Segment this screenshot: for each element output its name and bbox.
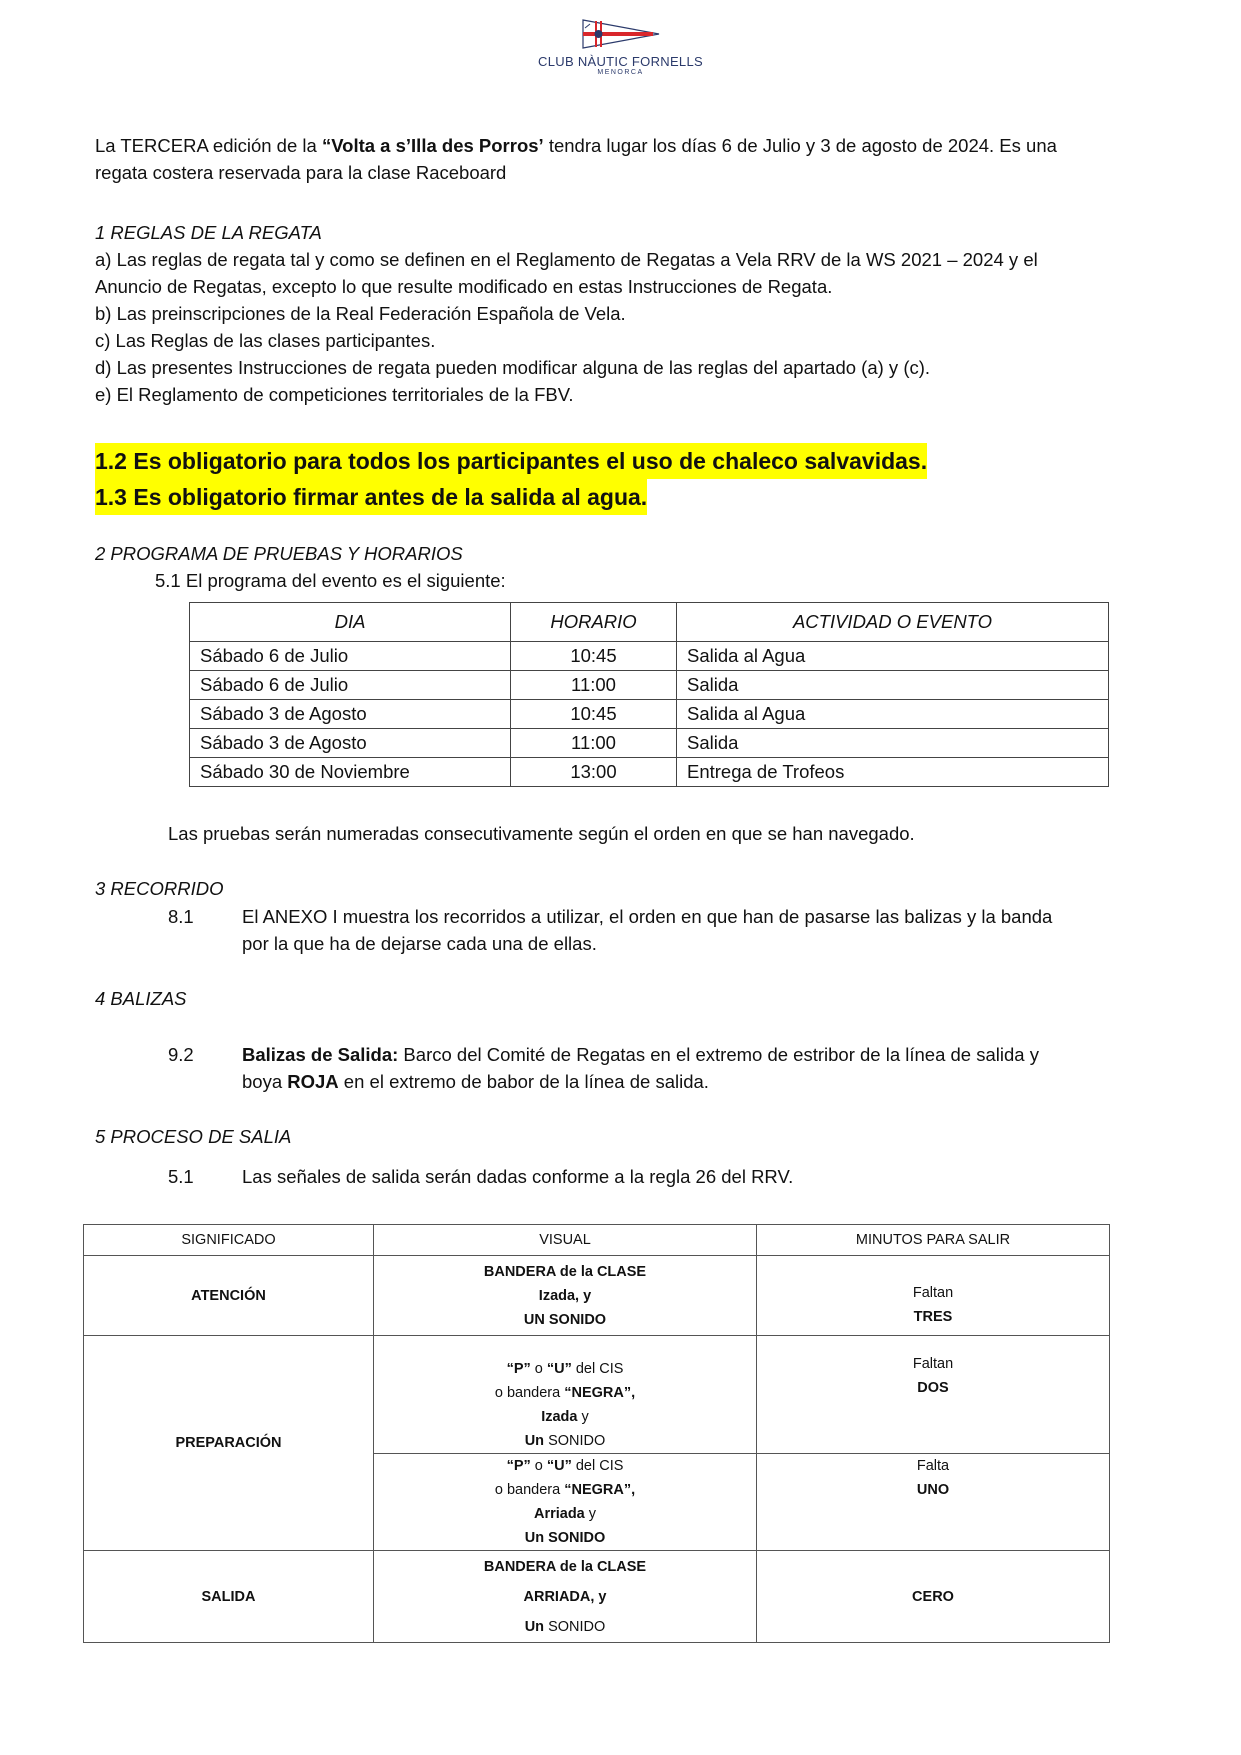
cell-actividad: Salida al Agua bbox=[677, 642, 1109, 671]
signal-label: PREPARACIÓN bbox=[175, 1435, 282, 1451]
col-minutos: MINUTOS PARA SALIR bbox=[757, 1225, 1110, 1256]
visual-cell bbox=[374, 1256, 757, 1336]
action: Arriada bbox=[533, 1506, 585, 1522]
minutes-value: TRES bbox=[913, 1308, 953, 1325]
highlighted-rules bbox=[95, 443, 927, 515]
cell-dia: Sábado 6 de Julio bbox=[190, 671, 511, 700]
flag-p: “P” bbox=[506, 1458, 531, 1474]
clause-number: 9.2 bbox=[168, 1044, 194, 1065]
event-name: “Volta a s’Illa des Porros’ bbox=[321, 135, 544, 156]
clause-number: 8.1 bbox=[168, 906, 194, 927]
program-table bbox=[189, 602, 1109, 787]
section3-title: 3 RECORRIDO bbox=[95, 878, 224, 899]
visual-line: UN SONIDO bbox=[523, 1311, 607, 1328]
text: o bbox=[530, 1458, 547, 1474]
rule-b: b) Las preinscripciones de la Real Federación Española de Vela. bbox=[95, 303, 626, 324]
intro-paragraph bbox=[95, 132, 1057, 186]
signal-label: ATENCIÓN bbox=[191, 1287, 266, 1304]
rule-a-line1: a) Las reglas de regata tal y como se definen en el Reglamento de Regatas a Vela RRV de la WS 2021 – 2024 y el bbox=[95, 249, 1038, 270]
table-header-row bbox=[190, 603, 1109, 642]
col-visual: VISUAL bbox=[374, 1225, 757, 1256]
cell-horario: 10:45 bbox=[511, 642, 677, 671]
minutes-value: DOS bbox=[917, 1380, 949, 1396]
rule-d: d) Las presentes Instrucciones de regata pueden modificar alguna de las reglas del apartado (a) y (c). bbox=[95, 357, 931, 378]
cell-horario: 11:00 bbox=[511, 671, 677, 700]
minutes-pre: Falta bbox=[916, 1458, 950, 1474]
intro-prefix: La TERCERA edición de la bbox=[95, 135, 322, 156]
rule-e: e) El Reglamento de competiciones territoriales de la FBV. bbox=[95, 384, 574, 405]
section4-body bbox=[168, 1041, 1039, 1095]
table-row bbox=[190, 642, 1109, 671]
cell-dia: Sábado 6 de Julio bbox=[190, 642, 511, 671]
section4-title: 4 BALIZAS bbox=[95, 988, 187, 1009]
club-name: CLUB NÀUTIC FORNELLS bbox=[538, 54, 703, 69]
section3-line1: El ANEXO I muestra los recorridos a utilizar, el orden en que han de pasarse las balizas y la banda bbox=[242, 906, 1053, 927]
visual-cell bbox=[374, 1454, 757, 1551]
col-dia: DIA bbox=[190, 603, 511, 642]
cell-actividad: Salida bbox=[677, 671, 1109, 700]
club-location: MENORCA bbox=[597, 69, 644, 76]
section5-body bbox=[168, 1163, 793, 1190]
text: o bbox=[530, 1361, 547, 1377]
section5-title: 5 PROCESO DE SALIA bbox=[95, 1126, 292, 1147]
flag-p: “P” bbox=[506, 1361, 531, 1377]
section4-line2-post: en el extremo de babor de la línea de salida. bbox=[338, 1071, 709, 1092]
visual-cell bbox=[374, 1336, 757, 1454]
rule-1-2-highlight: 1.2 Es obligatorio para todos los participantes el uso de chaleco salvavidas. bbox=[95, 443, 927, 479]
rule-c: c) Las Reglas de las clases participantes. bbox=[95, 330, 436, 351]
cell-horario: 13:00 bbox=[511, 758, 677, 787]
flag-negra: “NEGRA”, bbox=[564, 1385, 636, 1401]
text: del CIS bbox=[571, 1458, 624, 1474]
text: y bbox=[584, 1506, 597, 1522]
cell-dia: Sábado 3 de Agosto bbox=[190, 700, 511, 729]
col-actividad: ACTIVIDAD O EVENTO bbox=[677, 603, 1109, 642]
table-header-row bbox=[84, 1225, 1110, 1256]
table-row bbox=[190, 758, 1109, 787]
minutes-pre: Faltan bbox=[912, 1284, 954, 1301]
intro-suffix: tendra lugar los días 6 de Julio y 3 de agosto de 2024. Es una bbox=[543, 135, 1057, 156]
section1-list bbox=[95, 246, 1038, 408]
cell-horario: 11:00 bbox=[511, 729, 677, 758]
table-row bbox=[190, 729, 1109, 758]
signal-label: SALIDA bbox=[201, 1588, 256, 1605]
visual-cell bbox=[374, 1551, 757, 1643]
text: o bandera bbox=[494, 1385, 565, 1401]
cell-actividad: Salida bbox=[677, 729, 1109, 758]
section5-text: Las señales de salida serán dadas conforme a la regla 26 del RRV. bbox=[242, 1166, 794, 1187]
col-horario: HORARIO bbox=[511, 603, 677, 642]
table-row bbox=[190, 671, 1109, 700]
flag-negra: “NEGRA”, bbox=[564, 1482, 636, 1498]
section1-title: 1 REGLAS DE LA REGATA bbox=[95, 222, 322, 243]
cell-horario: 10:45 bbox=[511, 700, 677, 729]
text: Un bbox=[524, 1433, 545, 1449]
text: y bbox=[577, 1409, 589, 1425]
table-row-salida bbox=[84, 1551, 1110, 1643]
text: SONIDO bbox=[544, 1618, 606, 1635]
visual-line: ARRIADA, y bbox=[523, 1588, 607, 1605]
text: del CIS bbox=[571, 1361, 624, 1377]
section2-title: 2 PROGRAMA DE PRUEBAS Y HORARIOS bbox=[95, 543, 463, 564]
burgee-flag-icon bbox=[581, 18, 661, 50]
table-row bbox=[190, 700, 1109, 729]
flag-u: “U” bbox=[546, 1361, 572, 1377]
minutes-pre: Faltan bbox=[912, 1356, 954, 1372]
section3-body bbox=[168, 903, 1052, 957]
program-intro: 5.1 El programa del evento es el siguiente: bbox=[155, 570, 506, 591]
races-note: Las pruebas serán numeradas consecutivamente según el orden en que se han navegado. bbox=[168, 823, 915, 844]
start-signals-table bbox=[83, 1224, 1110, 1643]
table-row-preparacion-a bbox=[84, 1336, 1110, 1454]
clause-number: 5.1 bbox=[168, 1166, 194, 1187]
section4-line2-pre: boya bbox=[242, 1071, 288, 1092]
visual-line: BANDERA de la CLASE bbox=[483, 1263, 647, 1280]
action: Izada bbox=[541, 1409, 578, 1425]
section3-line2: por la que ha de dejarse cada una de ellas. bbox=[242, 933, 597, 954]
section4-line1: Barco del Comité de Regatas en el extremo de estribor de la línea de salida y bbox=[398, 1044, 1039, 1065]
visual-line: BANDERA de la CLASE bbox=[483, 1558, 647, 1575]
cell-actividad: Salida al Agua bbox=[677, 700, 1109, 729]
table-row-atencion bbox=[84, 1256, 1110, 1336]
rule-1-3-highlight: 1.3 Es obligatorio firmar antes de la salida al agua. bbox=[95, 479, 647, 515]
text: Un bbox=[524, 1618, 545, 1635]
buoy-color: ROJA bbox=[287, 1071, 339, 1092]
text: Un SONIDO bbox=[524, 1530, 606, 1546]
flag-u: “U” bbox=[546, 1458, 572, 1474]
minutes-value: CERO bbox=[912, 1588, 954, 1605]
visual-line: Izada, y bbox=[538, 1287, 592, 1304]
rule-a-line2: Anuncio de Regatas, excepto lo que resulte modificado en estas Instrucciones de Regata. bbox=[95, 276, 833, 297]
text: SONIDO bbox=[544, 1433, 606, 1449]
cell-dia: Sábado 3 de Agosto bbox=[190, 729, 511, 758]
club-logo bbox=[0, 18, 1241, 76]
text: o bandera bbox=[494, 1482, 565, 1498]
cell-dia: Sábado 30 de Noviembre bbox=[190, 758, 511, 787]
intro-line2: regata costera reservada para la clase Raceboard bbox=[95, 162, 507, 183]
cell-actividad: Entrega de Trofeos bbox=[677, 758, 1109, 787]
balizas-label: Balizas de Salida: bbox=[242, 1044, 399, 1065]
minutes-value: UNO bbox=[916, 1482, 950, 1498]
col-significado: SIGNIFICADO bbox=[84, 1225, 374, 1256]
